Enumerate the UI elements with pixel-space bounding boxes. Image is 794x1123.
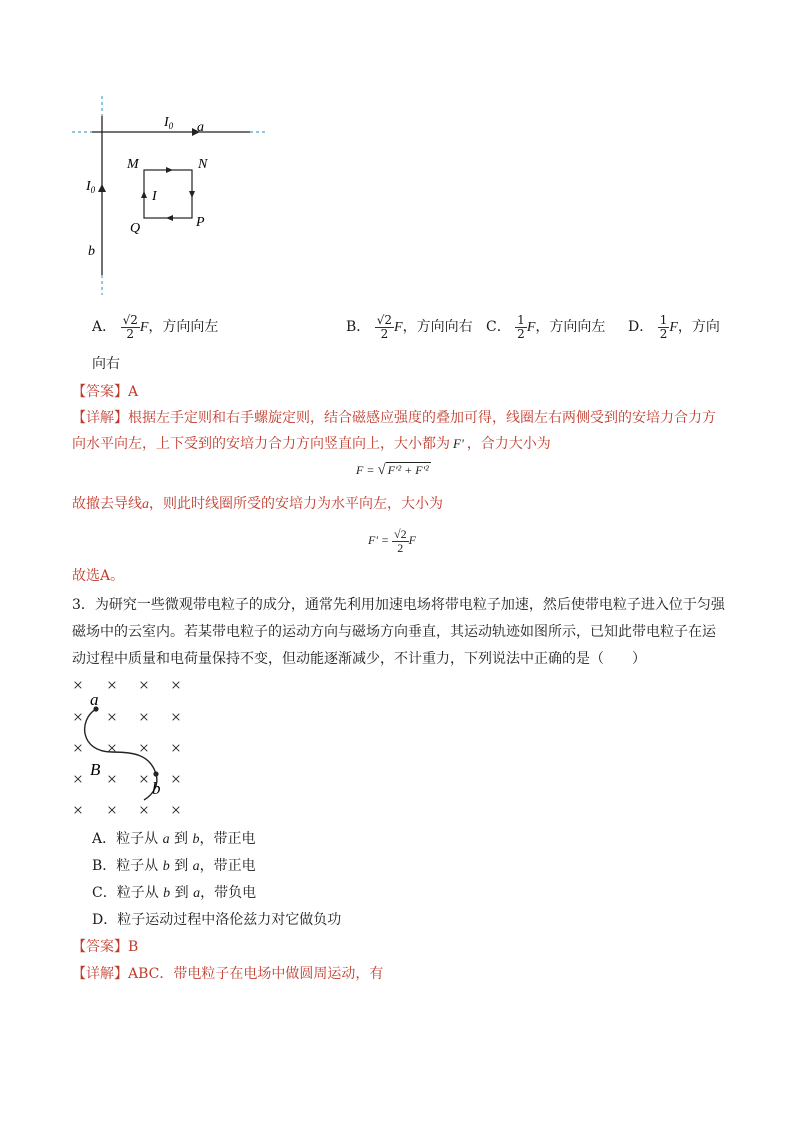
q3-option-c — [92, 883, 256, 904]
field-cross-icon: × — [170, 769, 182, 789]
detail-tag: 【详解】 — [72, 966, 128, 982]
loop-arrow-top — [166, 167, 173, 173]
q3-option-a — [92, 829, 255, 850]
option-text: ，方向向左 — [535, 319, 606, 335]
wire-b-arrow — [98, 184, 106, 192]
fraction-numerator: √2 — [122, 312, 138, 327]
label-Q: Q — [130, 221, 141, 236]
label-b: b — [152, 779, 161, 798]
fraction-numerator: √2 — [376, 312, 393, 327]
q3-stem-line3: 动过程中质量和电荷量保持不变，但动能逐渐减少，不计重力，下列说法中正确的是（ ） — [72, 651, 646, 667]
q2-formula-1 — [356, 462, 431, 479]
formula-radicand: F'² + F'² — [387, 463, 429, 477]
q3-detail-line1 — [72, 964, 383, 984]
option-text: C．粒子从 — [92, 885, 164, 901]
q3-answer — [72, 937, 138, 957]
field-cross-icon: × — [72, 769, 84, 789]
q3-option-b — [92, 856, 256, 877]
label-a-top: a — [197, 120, 204, 135]
option-prefix: C． — [486, 319, 511, 335]
label-I0-left: $I_0$ — [86, 179, 96, 195]
q3-stem-line1: 3．为研究一些微观带电粒子的成分，通常先利用加速电场将带电粒子加速，然后使带电粒子进入位于匀强 — [72, 597, 725, 613]
q2-detail-line3 — [72, 494, 443, 515]
q2-option-a — [92, 310, 218, 344]
sqrt-icon: √ — [377, 462, 386, 478]
option-text: ，方向 — [677, 319, 720, 335]
q2-answer — [72, 382, 138, 402]
q2-detail-line2 — [72, 434, 551, 454]
label-P: P — [196, 215, 205, 230]
field-cross-icon: × — [72, 738, 84, 758]
option-text: 到 — [169, 858, 193, 874]
point-b-dot — [153, 771, 158, 776]
option-text: B．粒子从 — [92, 858, 163, 874]
field-cross-icon: × — [106, 800, 118, 820]
variable: a — [142, 497, 149, 512]
formula-lhs: F' = — [368, 533, 392, 547]
field-cross-icon: × — [170, 675, 182, 695]
field-cross-icon: × — [138, 769, 150, 789]
fraction-denominator: 2 — [517, 326, 525, 341]
field-cross-icon: × — [106, 675, 118, 695]
option-prefix: A． — [92, 319, 117, 335]
field-cross-icon: × — [170, 707, 182, 727]
variable: F — [139, 320, 149, 335]
fraction-denominator: 2 — [126, 326, 135, 341]
q2-formula-2 — [368, 522, 416, 558]
q2-option-b — [346, 310, 473, 344]
field-cross-icon: × — [106, 769, 118, 789]
fraction-denominator: 2 — [659, 326, 668, 341]
option-text: ，带负电 — [200, 885, 257, 901]
field-cross-icon: × — [72, 707, 84, 727]
variable: a — [193, 886, 201, 901]
formula-lhs: F = — [356, 463, 378, 477]
fraction — [515, 314, 527, 341]
option-prefix: D． — [628, 319, 654, 335]
field-cross-icon: × — [138, 707, 150, 727]
option-text: ，方向向左 — [148, 319, 219, 335]
field-cross-icon: × — [106, 738, 118, 758]
fraction — [375, 314, 394, 341]
variable: a — [192, 859, 200, 874]
field-cross-icon: × — [138, 675, 150, 695]
label-I-loop: I — [152, 189, 157, 204]
fraction-denominator: 2 — [380, 326, 389, 341]
detail-text: ABC．带电粒子在电场中做圆周运动，有 — [128, 966, 384, 982]
variable: F — [394, 320, 403, 335]
variable: b — [162, 859, 170, 874]
detail-text: 根据左手定则和右手螺旋定则，结合磁感应强度的叠加可得，线圈左右两侧受到的安培力合力方 — [128, 410, 716, 426]
q2-detail-line1 — [72, 408, 716, 428]
option-text: 到 — [170, 885, 194, 901]
variable: a — [162, 832, 170, 847]
label-I0-top: $I_0$ — [164, 115, 174, 131]
option-prefix: B． — [346, 319, 371, 335]
label-a: a — [90, 690, 99, 709]
fraction-numerator: 1 — [659, 312, 668, 327]
fraction-numerator: √2 — [394, 526, 407, 541]
field-cross-icon: × — [106, 707, 118, 727]
fraction — [658, 314, 670, 341]
option-text: 到 — [169, 831, 193, 847]
q2-conclusion: 故选A。 — [72, 568, 125, 584]
loop-arrow-right — [189, 191, 195, 198]
variable: b — [192, 832, 200, 847]
label-N: N — [198, 157, 208, 172]
detail-text: 故撤去导线 — [72, 496, 142, 512]
variable: F — [526, 320, 536, 335]
loop-arrow-bottom — [166, 215, 173, 221]
field-cross-icon: × — [72, 800, 84, 820]
option-text: ，带正电 — [199, 858, 256, 874]
wire-loop-figure — [60, 90, 280, 300]
field-cross-icon: × — [138, 800, 150, 820]
option-text: ，方向向右 — [402, 319, 473, 335]
magnetic-field-figure — [66, 672, 196, 820]
label-b-left: b — [88, 244, 95, 259]
fraction — [392, 528, 409, 555]
field-cross-icon: × — [72, 675, 84, 695]
detail-text: ，则此时线圈所受的安培力为水平向左，大小为 — [149, 496, 443, 512]
loop-arrow-left — [141, 191, 147, 198]
fraction-denominator: 2 — [397, 540, 404, 555]
q2-option-d-wrap: 向右 — [92, 356, 120, 372]
variable: F' — [453, 436, 464, 451]
answer-tag: 【答案】 — [72, 384, 128, 400]
q2-option-c — [486, 310, 605, 344]
q3-stem-line2: 磁场中的云室内。若某带电粒子的运动方向与磁场方向垂直，其运动轨迹如图所示，已知此带电粒子在运 — [72, 624, 716, 640]
label-B: B — [90, 760, 101, 779]
variable: F — [669, 320, 678, 335]
field-cross-icon: × — [170, 800, 182, 820]
q3-option-d: D．粒子运动过程中洛伦兹力对它做负功 — [92, 912, 342, 928]
field-cross-icon: × — [138, 738, 150, 758]
detail-tag: 【详解】 — [72, 410, 128, 426]
detail-text: 向水平向左，上下受到的安培力合力方向竖直向上，大小都为 — [72, 436, 450, 452]
option-text: ，带正电 — [199, 831, 256, 847]
detail-text: ，合力大小为 — [466, 436, 551, 452]
fraction — [121, 314, 140, 341]
option-text: A．粒子从 — [92, 831, 163, 847]
variable: b — [163, 886, 171, 901]
answer-value: A — [128, 384, 139, 400]
answer-tag: 【答案】 — [72, 939, 128, 955]
fraction-numerator: 1 — [517, 312, 525, 327]
label-M: M — [127, 157, 139, 172]
field-cross-icon: × — [170, 738, 182, 758]
answer-value: B — [128, 939, 139, 955]
variable: F — [408, 533, 416, 547]
q2-option-d — [628, 310, 720, 344]
